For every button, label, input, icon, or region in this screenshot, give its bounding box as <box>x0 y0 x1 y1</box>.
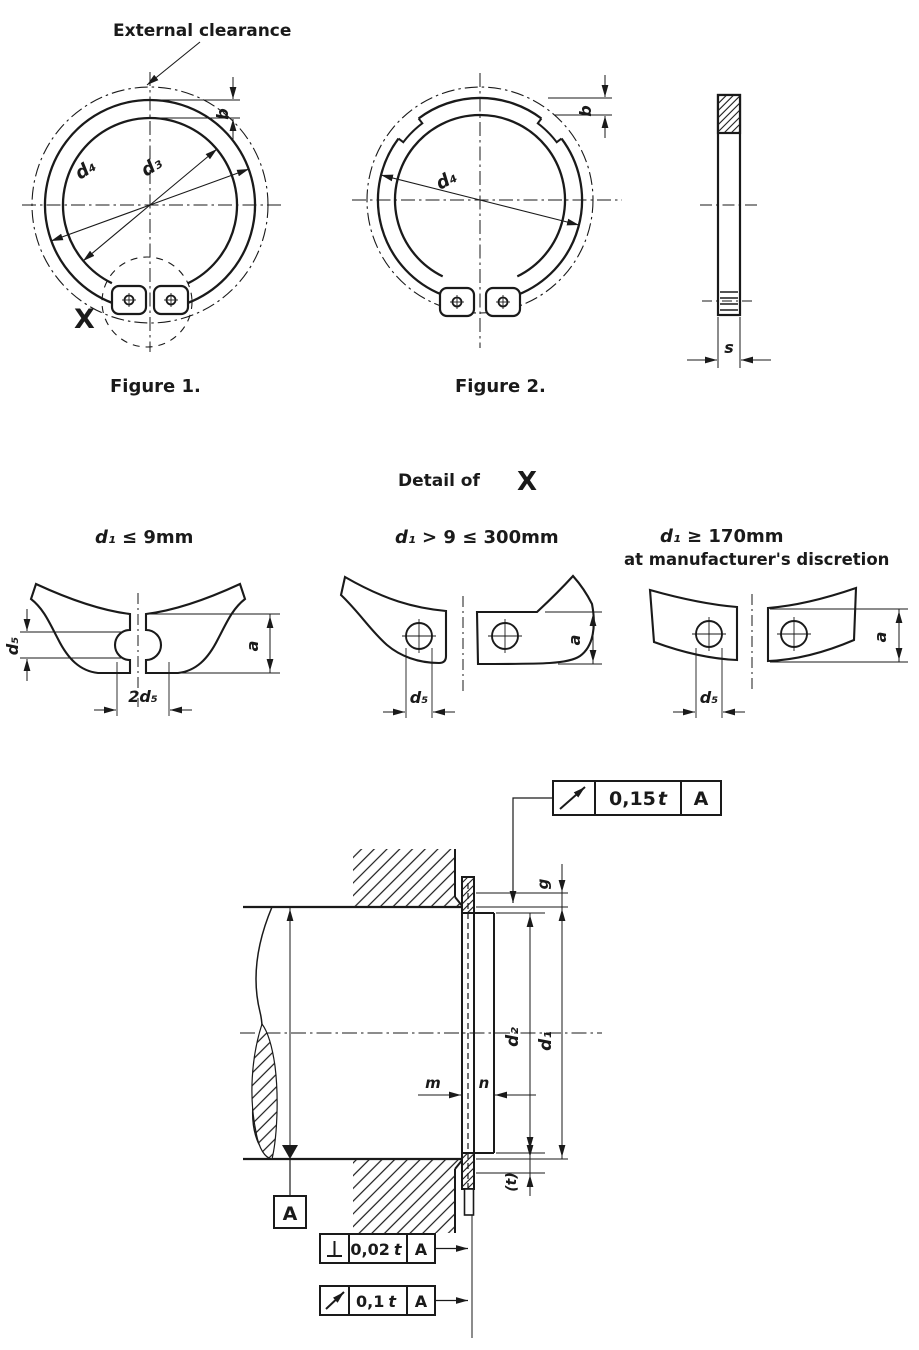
d3-dim-arrow-left <box>83 205 150 261</box>
ring-lug-tab <box>465 1189 474 1215</box>
tolerance-runout-datum: A <box>414 1292 428 1311</box>
v3-condition: d₁ ≥ 170mm <box>660 526 784 547</box>
lug-segment-left <box>650 590 737 660</box>
fig2-b-label: b <box>576 105 595 117</box>
tolerance-perp-value: 0,02 t <box>350 1240 402 1259</box>
v3-d5-label: d₅ <box>699 688 719 707</box>
asm-m-label: m <box>425 1074 441 1092</box>
fig1-x-ref: X <box>74 304 95 335</box>
datum-a-label: A <box>282 1203 298 1225</box>
detail-title-ref: X <box>517 467 538 497</box>
fig2-d4-label: d₄ <box>432 166 461 195</box>
lug-segment-right <box>768 588 856 661</box>
v1-condition: d₁ ≤ 9mm <box>95 527 194 548</box>
v2-d5-label: d₅ <box>409 688 429 707</box>
v1-d5-label: d₅ <box>3 636 22 656</box>
housing-top-hatch <box>353 849 463 907</box>
lug-profile-right <box>146 584 245 673</box>
housing-bottom-hatch <box>353 1159 463 1233</box>
lug-profile-left <box>341 577 446 663</box>
figure2-caption: Figure 2. <box>455 376 546 397</box>
d3-dim-arrow-right <box>150 149 217 205</box>
ring-notch-left <box>399 119 423 143</box>
v3-a-label: a <box>871 631 890 643</box>
asm-d2-label: d₂ <box>503 1027 523 1047</box>
fig1-b-label: b <box>213 108 232 120</box>
detail-variant-2 <box>341 576 602 718</box>
datum-triangle-icon <box>282 1145 298 1159</box>
tolerance-perp-datum: A <box>414 1240 428 1259</box>
v3-condition-note: at manufacturer's discretion <box>624 550 890 569</box>
fig1-d3-label: d₃ <box>137 152 167 182</box>
lug-profile-left <box>31 584 130 673</box>
figure-1-drawing <box>22 42 283 352</box>
asm-n-label: n <box>478 1074 490 1092</box>
tolerance-top-value: 0,15 t <box>609 788 667 810</box>
asm-g-label: g <box>534 878 552 890</box>
lug-profile-right <box>477 576 594 664</box>
external-clearance-leader <box>147 42 200 85</box>
detail-title: Detail of <box>398 471 480 491</box>
break-section-sliver <box>252 1024 277 1159</box>
fig1-d4-label: d₄ <box>71 155 101 185</box>
v1-a-label: a <box>243 640 262 652</box>
v2-condition: d₁ > 9 ≤ 300mm <box>395 527 559 548</box>
side-view-drawing <box>687 95 771 368</box>
ring-section-hatched-top <box>718 95 740 133</box>
tolerance-runout-value: 0,1 t <box>356 1292 396 1311</box>
asm-d1-label: d₁ <box>536 1031 556 1051</box>
v2-a-label: a <box>565 634 584 646</box>
side-s-label: s <box>724 338 734 357</box>
tolerance-top-datum: A <box>693 788 709 810</box>
external-clearance-label: External clearance <box>113 21 292 41</box>
figure1-caption: Figure 1. <box>110 376 201 397</box>
detail-variant-3 <box>650 588 908 718</box>
v1-2d5-label: 2d₅ <box>128 687 158 706</box>
asm-t-label: (t) <box>504 1172 520 1192</box>
ring-notch-right <box>538 119 562 143</box>
